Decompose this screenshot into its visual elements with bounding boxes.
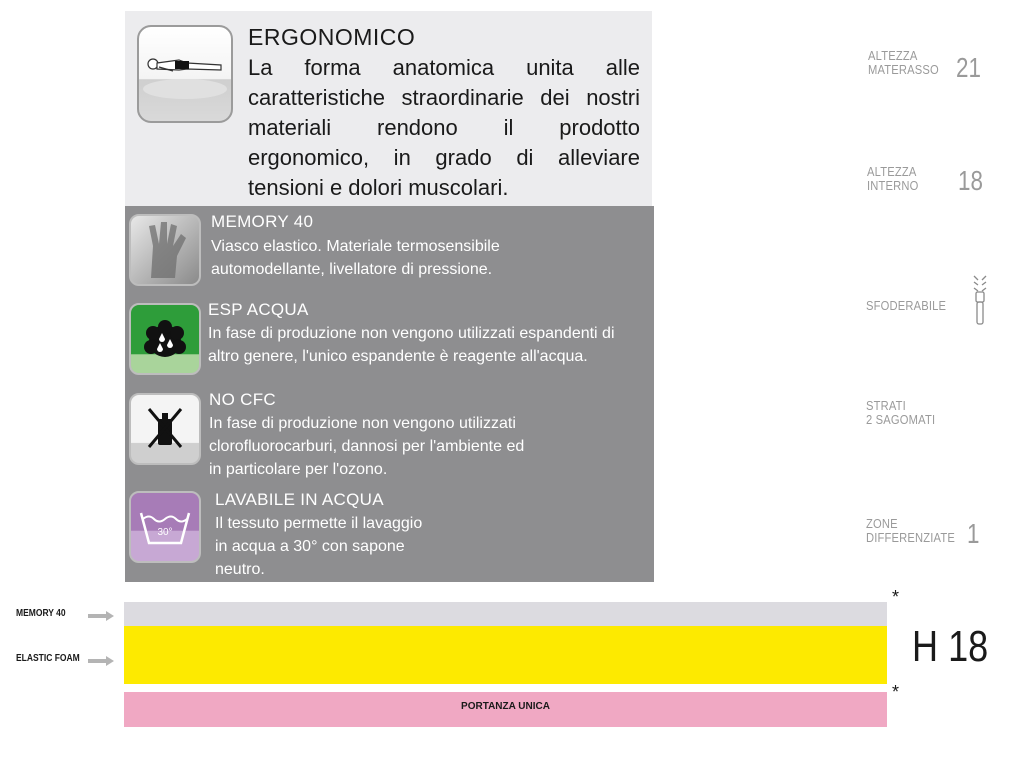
layer-label-elastic: ELASTIC FOAM [16,653,80,664]
wash-30-icon [129,491,201,563]
spec-value: 1 [967,518,980,549]
feature-title: LAVABILE IN ACQUA [215,490,384,509]
spec-value: 18 [958,165,983,196]
arrow-right-icon [88,653,114,663]
feature-description: In fase di produzione non vengono utilizzati espandenti di altro genere, l'unico espandente è reagente all'acqua. [208,325,615,365]
spec-label: SFODERABILE [866,298,947,313]
no-spray-icon [129,393,201,465]
feature-description: Il tessuto permette il lavaggio in acqua a 30° con sapone neutro. [215,515,423,578]
feature-title: ESP ACQUA [208,300,309,319]
ergonomico-description: La forma anatomica unita alle caratteristiche straordinarie dei nostri materiali rendono il prodotto ergonomico, in grado di alleviare tensioni e dolori muscolari. [248,55,640,200]
person-lying-icon [137,25,233,123]
ergonomico-title: ERGONOMICO [248,24,416,50]
layer-memory [124,602,887,626]
spec-label: ALTEZZA INTERNO [867,164,919,193]
layer-elastic-foam [124,626,887,684]
svg-text:30°: 30° [157,527,173,538]
feature-description: Viasco elastico. Materiale termosensibile automodellante, livellatore di pressione. [211,238,500,278]
arrow-right-icon [88,608,114,618]
water-drops-icon [129,303,201,375]
layer-label-memory: MEMORY 40 [16,608,66,619]
feature-title: MEMORY 40 [211,212,314,231]
portanza-label: PORTANZA UNICA [461,701,550,712]
layer-portanza [124,692,887,727]
total-height: H 18 [912,622,989,671]
spec-value: 21 [956,52,981,83]
asterisk-mark: * [892,587,900,607]
spec-label: ALTEZZA MATERASSO [868,48,939,77]
hand-print-icon [129,214,201,286]
feature-description: In fase di produzione non vengono utilizzati clorofluorocarburi, dannosi per l'ambiente ed in particolare per l'ozono. [209,415,525,478]
asterisk-mark: * [892,682,900,702]
feature-title: NO CFC [209,390,276,409]
spec-label: ZONE DIFFERENZIATE [866,516,955,545]
spec-label: STRATI 2 SAGOMATI [866,398,936,427]
zipper-icon [968,274,992,330]
